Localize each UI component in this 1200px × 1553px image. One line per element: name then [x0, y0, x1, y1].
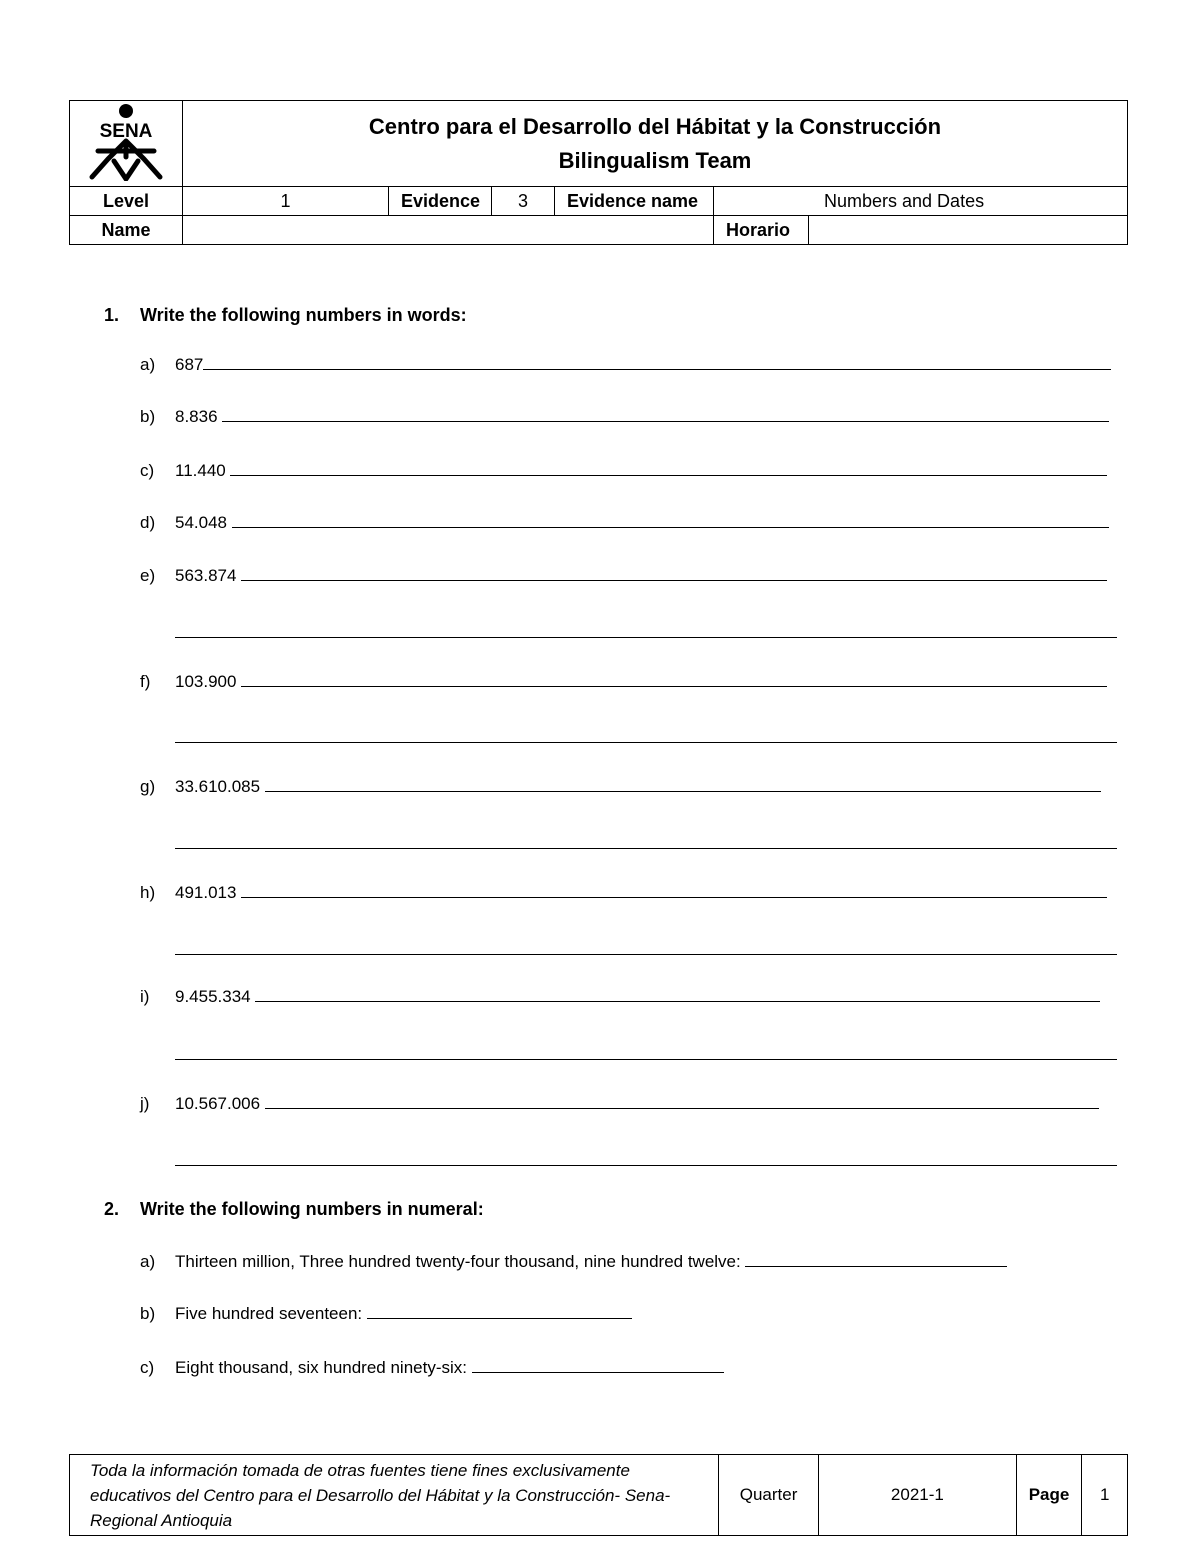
item-text: Eight thousand, six hundred ninety-six:	[175, 1358, 468, 1377]
answer-line[interactable]	[175, 848, 1117, 849]
name-field[interactable]	[183, 216, 714, 245]
q1-item	[140, 566, 1120, 586]
answer-line[interactable]	[175, 1059, 1117, 1060]
question-1-number: 1.	[104, 305, 120, 325]
q2-item	[140, 1358, 1120, 1378]
item-number: 9.455.334	[175, 987, 251, 1006]
answer-line[interactable]	[175, 742, 1117, 743]
question-2-title: Write the following numbers in numeral:	[140, 1199, 484, 1219]
item-text: Thirteen million, Three hundred twenty-four thousand, nine hundred twelve:	[175, 1252, 741, 1271]
answer-line[interactable]	[241, 579, 1107, 581]
level-value: 1	[183, 187, 389, 216]
answer-line[interactable]	[745, 1265, 1007, 1267]
answer-line[interactable]	[265, 1107, 1099, 1109]
answer-line[interactable]	[241, 685, 1107, 687]
evidence-label: Evidence	[389, 187, 492, 216]
item-letter: c)	[140, 461, 155, 480]
question-1-title: Write the following numbers in words:	[140, 305, 467, 325]
q1-item	[140, 355, 1120, 375]
q1-item	[140, 407, 1120, 427]
evidence-name-label: Evidence name	[555, 187, 714, 216]
evidence-value: 3	[492, 187, 555, 216]
answer-line[interactable]	[222, 420, 1109, 422]
answer-line[interactable]	[203, 368, 1111, 370]
evidence-name-value: Numbers and Dates	[714, 187, 1128, 216]
answer-line[interactable]	[255, 1000, 1100, 1002]
answer-line[interactable]	[175, 637, 1117, 638]
name-label: Name	[70, 216, 183, 245]
answer-line[interactable]	[241, 896, 1107, 898]
item-number: 33.610.085	[175, 777, 261, 796]
title-cell	[183, 101, 1128, 187]
item-number: 563.874	[175, 566, 237, 585]
question-2-heading	[104, 1199, 484, 1220]
level-label: Level	[70, 187, 183, 216]
item-number: 491.013	[175, 883, 237, 902]
answer-line[interactable]	[472, 1371, 724, 1373]
item-number: 11.440	[175, 461, 226, 480]
q1-item	[140, 513, 1120, 533]
item-number: 8.836	[175, 407, 218, 426]
question-2-number: 2.	[104, 1199, 120, 1219]
item-letter: b)	[140, 407, 156, 426]
item-letter: a)	[140, 355, 156, 374]
page-title: Centro para el Desarrollo del Hábitat y la Construcción	[368, 113, 942, 139]
q1-item	[140, 777, 1120, 797]
item-letter: d)	[140, 513, 156, 532]
question-1-heading	[104, 305, 467, 326]
horario-field[interactable]	[809, 216, 1128, 245]
item-letter: b)	[140, 1304, 156, 1323]
logo-cell	[70, 101, 183, 187]
item-text: Five hundred seventeen:	[175, 1304, 363, 1323]
item-letter: a)	[140, 1252, 156, 1271]
page-label: Page	[1016, 1455, 1082, 1536]
item-letter: e)	[140, 566, 156, 585]
item-letter: f)	[140, 672, 151, 691]
footer-note: Toda la información tomada de otras fuentes tiene fines exclusivamente educativos del Centro para el Desarrollo del Hábitat y la Construcción- Sena- Regional Antioquia	[70, 1455, 719, 1536]
item-number: 687	[175, 355, 204, 374]
page-subtitle: Bilingualism Team	[558, 147, 752, 173]
item-letter: j)	[140, 1094, 150, 1113]
quarter-value: 2021-1	[819, 1455, 1016, 1536]
horario-label: Horario	[714, 216, 809, 245]
page-number: 1	[1082, 1455, 1128, 1536]
answer-line[interactable]	[232, 526, 1109, 528]
item-letter: g)	[140, 777, 156, 796]
header-table	[69, 100, 1128, 245]
answer-line[interactable]	[175, 954, 1117, 955]
sena-logo-text: SENA	[99, 121, 153, 142]
q2-item	[140, 1304, 1120, 1324]
answer-line[interactable]	[175, 1165, 1117, 1166]
footer-table	[69, 1454, 1128, 1536]
q1-item	[140, 987, 1120, 1007]
item-letter: h)	[140, 883, 156, 902]
answer-line[interactable]	[230, 474, 1107, 476]
item-number: 54.048	[175, 513, 227, 532]
sena-logo	[78, 101, 174, 181]
q2-item	[140, 1252, 1120, 1272]
q1-item	[140, 1094, 1120, 1114]
item-number: 10.567.006	[175, 1094, 261, 1113]
answer-line[interactable]	[367, 1317, 632, 1319]
quarter-label: Quarter	[718, 1455, 818, 1536]
q1-item	[140, 883, 1120, 903]
q1-item	[140, 672, 1120, 692]
item-letter: i)	[140, 987, 150, 1006]
item-letter: c)	[140, 1358, 155, 1377]
item-number: 103.900	[175, 672, 237, 691]
answer-line[interactable]	[265, 790, 1101, 792]
q1-item	[140, 461, 1120, 481]
